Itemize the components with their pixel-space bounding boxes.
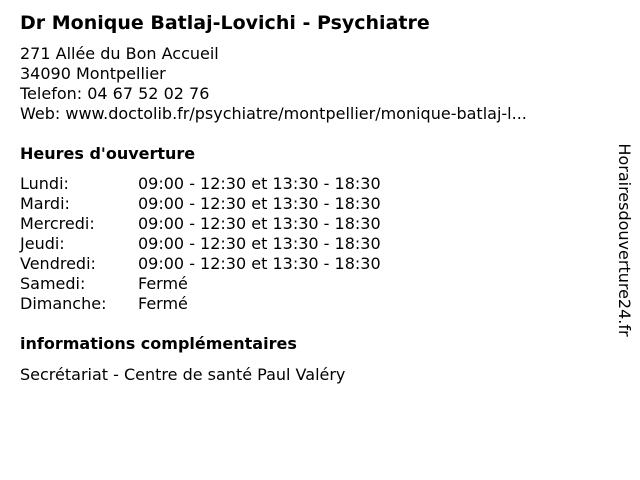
website-link[interactable]: Web: www.doctolib.fr/psychiatre/montpellier/monique-batlaj-l... <box>20 104 527 123</box>
day-label: Lundi: <box>20 174 69 193</box>
additional-info-text: Secrétariat - Centre de santé Paul Valéry <box>20 365 346 384</box>
hours-value: 09:00 - 12:30 et 13:30 - 18:30 <box>138 174 381 193</box>
day-label: Vendredi: <box>20 254 96 273</box>
street-address: 271 Allée du Bon Accueil <box>20 44 219 63</box>
hours-value: Fermé <box>138 274 188 293</box>
day-label: Dimanche: <box>20 294 107 313</box>
hours-value: 09:00 - 12:30 et 13:30 - 18:30 <box>138 234 381 253</box>
address-block <box>20 44 527 124</box>
hours-value: 09:00 - 12:30 et 13:30 - 18:30 <box>138 214 381 233</box>
hours-value: Fermé <box>138 294 188 313</box>
opening-hours-heading: Heures d'ouverture <box>20 144 196 163</box>
day-label: Mercredi: <box>20 214 95 233</box>
day-label: Jeudi: <box>20 234 65 253</box>
city-postal-code: 34090 Montpellier <box>20 64 166 83</box>
hours-value: 09:00 - 12:30 et 13:30 - 18:30 <box>138 194 381 213</box>
page-title: Dr Monique Batlaj-Lovichi - Psychiatre <box>20 12 430 34</box>
site-brand-vertical: Horairesdouverture24.fr <box>615 143 634 337</box>
day-label: Samedi: <box>20 274 86 293</box>
hours-value: 09:00 - 12:30 et 13:30 - 18:30 <box>138 254 381 273</box>
phone-number[interactable]: Telefon: 04 67 52 02 76 <box>20 84 210 103</box>
day-label: Mardi: <box>20 194 70 213</box>
additional-info-heading: informations complémentaires <box>20 334 297 353</box>
